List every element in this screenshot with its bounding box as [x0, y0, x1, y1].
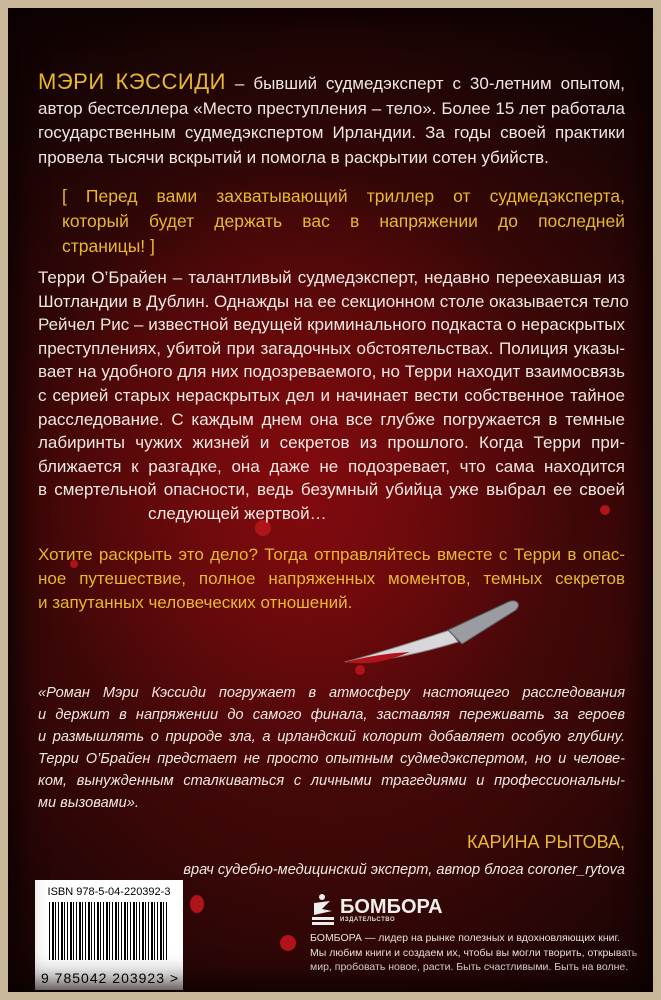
review-quote	[38, 682, 625, 814]
bio-line: автор бестселлера «Место преступления – тело». Более 15 лет работала	[38, 98, 625, 118]
publisher-description	[310, 931, 637, 975]
scalpel-illustration	[330, 590, 530, 680]
hook-line: Хотите раскрыть это дело? Тогда отправляйтесь вместе с Терри в опас-	[38, 545, 625, 564]
tagline-line: который будет держать вас в напряжении до последней	[62, 211, 625, 231]
synopsis-line: вает на удобного для них подозреваемого, но Терри находит взаимосвязь	[38, 362, 625, 382]
review-line: и размышлять о природе зла, а ирландский колорит добавляет особую глубину.	[38, 729, 625, 745]
synopsis-line: в смертельной опасности, ведь безумный убийца уже выбрал ее своей	[38, 480, 625, 500]
synopsis-line: ближается к разгадке, она даже не подозревает, что сама находится	[38, 456, 625, 476]
bio-line: государственным судмедэкспертом Ирландии. За годы своей практики	[38, 123, 625, 142]
synopsis-line: Терри О’Брайен – талантливый судмедэксперт, недавно переехавшая из	[38, 268, 625, 287]
blood-splatter	[280, 935, 296, 951]
tagline-line: страницы! ]	[62, 236, 155, 256]
review-line: «Роман Мэри Кэссиди погружает в атмосферу настоящего расследования	[38, 685, 625, 701]
bio-line: провела тысячи вскрытий и помогла в раскрытии сотен убийств.	[38, 147, 549, 167]
author-bio	[38, 70, 625, 170]
bio-line: – бывший судмедэксперт с 30-летним опытом,	[225, 74, 625, 93]
review-line: и держит в напряжении до самого финала, заставляя переживать за героев	[38, 707, 625, 723]
publisher-line: Мы любим книги и создаем их, чтобы вы могли творить, открывать	[310, 946, 638, 959]
blood-splatter	[190, 895, 204, 913]
hook-line: и запутанных человеческих отношений.	[38, 593, 353, 612]
review-line: ми вызовами».	[38, 795, 139, 811]
synopsis-line: следующей жертвой…	[148, 503, 327, 523]
review-line: Терри О’Брайен предстает не просто опытным судмедэкспертом, но и челове-	[38, 751, 625, 767]
publisher-subtitle: ИЗДАТЕЛЬСТВО	[340, 917, 396, 923]
synopsis-line: Рейчел Рис – известной ведущей криминального подкаста о нераскрытых	[38, 315, 625, 335]
barcode-bars	[49, 902, 169, 960]
synopsis-line: с серией старых нераскрытых дел и начинает вести собственное тайное	[38, 385, 625, 405]
publisher-line: мир, пробовать новое, расти. Быть счастливыми. Быть на волне.	[310, 961, 629, 973]
tagline	[62, 184, 625, 259]
isbn-barcode	[35, 880, 183, 990]
reviewer-role: врач судебно-медицинский эксперт, автор блога coroner_rytova	[183, 862, 625, 878]
publisher-name: БОМБОРА	[340, 896, 443, 918]
hook-line: ное путешествие, полное напряженных моментов, темных секретов	[38, 569, 625, 588]
publisher-logo-icon	[310, 893, 336, 927]
synopsis-line: преступлениях, убитой при загадочных обстоятельствах. Полиция указы-	[38, 338, 625, 358]
synopsis-line: расследование. С каждым днем она все глубже погружается в темные	[38, 409, 625, 429]
barcode-number: 9 785042 203923 >	[41, 970, 180, 986]
review-line: ком, вынужденным сталкиваться с личными трагедиями и профессиональны-	[38, 773, 625, 789]
reviewer-name: КАРИНА РЫТОВА,	[467, 832, 625, 852]
publisher-logo	[310, 893, 443, 927]
synopsis-line: Шотландии в Дублин. Однажды на ее секционном столе оказывается тело	[38, 291, 629, 311]
author-name: МЭРИ КЭССИДИ	[38, 69, 226, 94]
publisher-line: БОМБОРА — лидер на рынке полезных и вдохновляющих книг.	[310, 932, 620, 944]
isbn-text: ISBN 978-5-04-220392-3	[47, 886, 171, 898]
synopsis-line: лабиринты чужих жизней и секретов из прошлого. Когда Терри при-	[38, 433, 625, 453]
tagline-line: [ Перед вами захватывающий триллер от судмедэксперта,	[62, 186, 625, 206]
synopsis	[38, 266, 629, 526]
